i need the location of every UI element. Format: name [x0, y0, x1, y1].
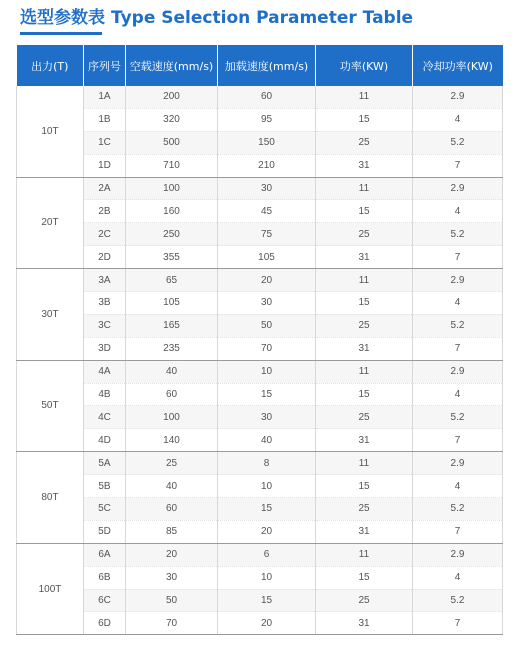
output-cell: 100T: [17, 543, 84, 635]
power-cell: 31: [316, 429, 413, 452]
power-cell: 11: [316, 360, 413, 383]
cooling-power-cell: 5.2: [413, 314, 503, 337]
table-row: [17, 314, 503, 337]
title-zh: 选型参数表: [20, 8, 105, 28]
cooling-power-cell: 7: [413, 429, 503, 452]
output-cell: 80T: [17, 452, 84, 544]
cooling-power-cell: 7: [413, 520, 503, 543]
power-cell: 31: [316, 154, 413, 177]
header-serial: 序列号: [84, 45, 126, 86]
idle-speed-cell: 250: [126, 223, 218, 246]
load-speed-cell: 30: [218, 406, 316, 429]
idle-speed-cell: 60: [126, 498, 218, 521]
idle-speed-cell: 30: [126, 566, 218, 589]
power-cell: 25: [316, 223, 413, 246]
page-title: [20, 4, 413, 32]
load-speed-cell: 45: [218, 200, 316, 223]
cooling-power-cell: 2.9: [413, 86, 503, 108]
idle-speed-cell: 160: [126, 200, 218, 223]
load-speed-cell: 150: [218, 131, 316, 154]
load-speed-cell: 20: [218, 612, 316, 635]
output-cell: 10T: [17, 86, 84, 177]
power-cell: 31: [316, 612, 413, 635]
power-cell: 11: [316, 86, 413, 108]
load-speed-cell: 30: [218, 177, 316, 200]
serial-cell: 5C: [84, 498, 126, 521]
power-cell: 15: [316, 292, 413, 315]
power-cell: 15: [316, 200, 413, 223]
table-row: [17, 589, 503, 612]
table-row: [17, 108, 503, 131]
cooling-power-cell: 5.2: [413, 589, 503, 612]
load-speed-cell: 20: [218, 520, 316, 543]
table-row: [17, 498, 503, 521]
cooling-power-cell: 2.9: [413, 177, 503, 200]
load-speed-cell: 6: [218, 543, 316, 566]
load-speed-cell: 95: [218, 108, 316, 131]
table-row: [17, 520, 503, 543]
table-row: [17, 200, 503, 223]
table-row: [17, 86, 503, 108]
load-speed-cell: 70: [218, 337, 316, 360]
cooling-power-cell: 5.2: [413, 498, 503, 521]
power-cell: 25: [316, 589, 413, 612]
table-row: [17, 154, 503, 177]
idle-speed-cell: 65: [126, 269, 218, 292]
idle-speed-cell: 140: [126, 429, 218, 452]
cooling-power-cell: 4: [413, 383, 503, 406]
cooling-power-cell: 4: [413, 200, 503, 223]
idle-speed-cell: 235: [126, 337, 218, 360]
serial-cell: 3B: [84, 292, 126, 315]
table-row: [17, 429, 503, 452]
header-load-speed: 加载速度(mm/s): [218, 45, 316, 86]
table-header-row: [17, 45, 503, 86]
idle-speed-cell: 200: [126, 86, 218, 108]
power-cell: 15: [316, 566, 413, 589]
cooling-power-cell: 5.2: [413, 131, 503, 154]
power-cell: 11: [316, 543, 413, 566]
load-speed-cell: 10: [218, 360, 316, 383]
load-speed-cell: 75: [218, 223, 316, 246]
idle-speed-cell: 710: [126, 154, 218, 177]
table-row: [17, 337, 503, 360]
table-row: [17, 612, 503, 635]
title-en: Type Selection Parameter Table: [111, 8, 414, 28]
serial-cell: 2D: [84, 246, 126, 269]
serial-cell: 1C: [84, 131, 126, 154]
load-speed-cell: 10: [218, 566, 316, 589]
cooling-power-cell: 7: [413, 337, 503, 360]
power-cell: 11: [316, 452, 413, 475]
power-cell: 31: [316, 246, 413, 269]
serial-cell: 3C: [84, 314, 126, 337]
load-speed-cell: 105: [218, 246, 316, 269]
table-row: [17, 223, 503, 246]
serial-cell: 3A: [84, 269, 126, 292]
serial-cell: 4D: [84, 429, 126, 452]
idle-speed-cell: 165: [126, 314, 218, 337]
idle-speed-cell: 25: [126, 452, 218, 475]
idle-speed-cell: 50: [126, 589, 218, 612]
title-underline: [20, 32, 102, 35]
header-output: 出力(T): [17, 45, 84, 86]
serial-cell: 1A: [84, 86, 126, 108]
idle-speed-cell: 40: [126, 360, 218, 383]
table-row: [17, 131, 503, 154]
table-row: [17, 406, 503, 429]
header-cooling-power: 冷却功率(KW): [413, 45, 503, 86]
serial-cell: 4C: [84, 406, 126, 429]
idle-speed-cell: 500: [126, 131, 218, 154]
load-speed-cell: 15: [218, 498, 316, 521]
serial-cell: 1D: [84, 154, 126, 177]
cooling-power-cell: 4: [413, 566, 503, 589]
power-cell: 25: [316, 131, 413, 154]
serial-cell: 6B: [84, 566, 126, 589]
table-row: [17, 292, 503, 315]
load-speed-cell: 40: [218, 429, 316, 452]
serial-cell: 4B: [84, 383, 126, 406]
serial-cell: 6D: [84, 612, 126, 635]
table-row: [17, 246, 503, 269]
table-row: [17, 383, 503, 406]
cooling-power-cell: 4: [413, 475, 503, 498]
cooling-power-cell: 2.9: [413, 543, 503, 566]
cooling-power-cell: 2.9: [413, 452, 503, 475]
power-cell: 31: [316, 337, 413, 360]
load-speed-cell: 15: [218, 589, 316, 612]
serial-cell: 5D: [84, 520, 126, 543]
serial-cell: 5A: [84, 452, 126, 475]
idle-speed-cell: 60: [126, 383, 218, 406]
power-cell: 25: [316, 406, 413, 429]
idle-speed-cell: 85: [126, 520, 218, 543]
serial-cell: 2A: [84, 177, 126, 200]
load-speed-cell: 60: [218, 86, 316, 108]
cooling-power-cell: 2.9: [413, 269, 503, 292]
power-cell: 15: [316, 108, 413, 131]
cooling-power-cell: 7: [413, 612, 503, 635]
serial-cell: 5B: [84, 475, 126, 498]
idle-speed-cell: 20: [126, 543, 218, 566]
load-speed-cell: 10: [218, 475, 316, 498]
serial-cell: 6A: [84, 543, 126, 566]
cooling-power-cell: 5.2: [413, 406, 503, 429]
table-row: [17, 269, 503, 292]
serial-cell: 2C: [84, 223, 126, 246]
table-row: [17, 360, 503, 383]
load-speed-cell: 15: [218, 383, 316, 406]
idle-speed-cell: 355: [126, 246, 218, 269]
load-speed-cell: 20: [218, 269, 316, 292]
table-row: [17, 475, 503, 498]
cooling-power-cell: 5.2: [413, 223, 503, 246]
table-row: [17, 566, 503, 589]
output-cell: 30T: [17, 269, 84, 361]
cooling-power-cell: 4: [413, 292, 503, 315]
table-row: [17, 452, 503, 475]
power-cell: 15: [316, 475, 413, 498]
power-cell: 31: [316, 520, 413, 543]
cooling-power-cell: 7: [413, 154, 503, 177]
load-speed-cell: 210: [218, 154, 316, 177]
load-speed-cell: 30: [218, 292, 316, 315]
cooling-power-cell: 4: [413, 108, 503, 131]
table-row: [17, 177, 503, 200]
cooling-power-cell: 7: [413, 246, 503, 269]
serial-cell: 6C: [84, 589, 126, 612]
serial-cell: 3D: [84, 337, 126, 360]
header-idle-speed: 空载速度(mm/s): [126, 45, 218, 86]
load-speed-cell: 50: [218, 314, 316, 337]
parameter-table: [16, 45, 503, 635]
serial-cell: 4A: [84, 360, 126, 383]
serial-cell: 2B: [84, 200, 126, 223]
output-cell: 50T: [17, 360, 84, 452]
idle-speed-cell: 100: [126, 177, 218, 200]
power-cell: 15: [316, 383, 413, 406]
table-row: [17, 543, 503, 566]
power-cell: 25: [316, 314, 413, 337]
cooling-power-cell: 2.9: [413, 360, 503, 383]
idle-speed-cell: 40: [126, 475, 218, 498]
idle-speed-cell: 320: [126, 108, 218, 131]
power-cell: 25: [316, 498, 413, 521]
idle-speed-cell: 100: [126, 406, 218, 429]
output-cell: 20T: [17, 177, 84, 269]
idle-speed-cell: 105: [126, 292, 218, 315]
header-power: 功率(KW): [316, 45, 413, 86]
load-speed-cell: 8: [218, 452, 316, 475]
idle-speed-cell: 70: [126, 612, 218, 635]
serial-cell: 1B: [84, 108, 126, 131]
power-cell: 11: [316, 269, 413, 292]
power-cell: 11: [316, 177, 413, 200]
table-body: [17, 86, 503, 635]
